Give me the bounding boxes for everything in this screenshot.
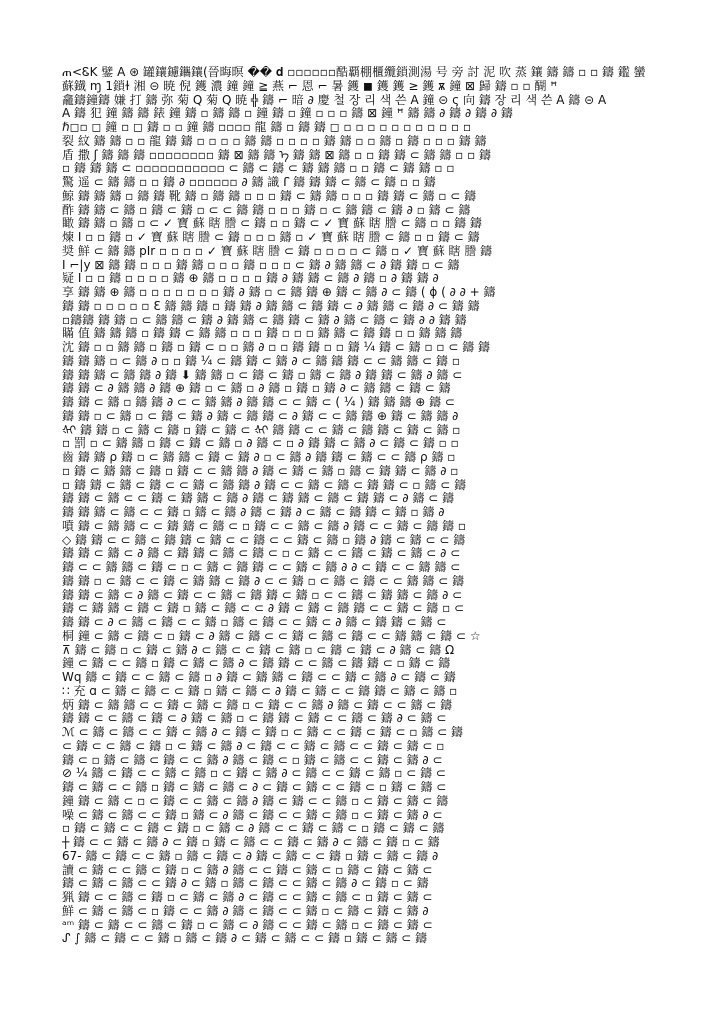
text-line: 炳 鑄 ⊂ 鑄 鑄 ⊂ ⊂ 鑄 ⊂ 鑄 ⊂ 鑄 ▫ ⊂ 鑄 ⊂ ⊂ 鑄 ∂ 鑄 ⊂ 鑄 ⊂ ⊂ 鑄 ⊂ 鑄 — [62, 698, 453, 712]
text-line: ┼ 鑄 ⊂ ⊂ 鑄 ⊂ 鑄 ∂ ⊂ 鑄 ▫ 鑄 ⊂ 鑄 ⊂ ⊂ 鑄 ⊂ 鑄 ∂ ⊂ 鑄 ⊂ 鑄 ▫ ⊂ 鑄 — [62, 836, 440, 849]
text-line: 瞞 值 鑄 鑄 鑄 ▫ 鑄 鑄 ⊂ 鑄 鑄 ▫ ▫ ▫ 鑄 ▫ ▫ ▫ 鑄 鑄 ⊂ 鑄 鑄 ▫ ▫ 鑄 鑄 鑄 — [62, 327, 463, 341]
text-line: 鯨 鑄 鑄 鑄 ▫ 鑄 鑄 靴 鑄 ▫ 鑄 鑄 ▫ ▫ ▫ 鑄 ⊂ 鑄 鑄 ▫ ▫ ▫ 鑄 鑄 ⊂ 鑄 ▫ ⊂ 鑄 — [62, 189, 477, 203]
text-line: ⊂ 鑄 ⊂ ⊂ 鑄 ⊂ 鑄 ▫ ⊂ 鑄 ⊂ 鑄 ∂ ⊂ 鑄 ⊂ ⊂ 鑄 ⊂ 鑄 ⊂ ⊂ 鑄 ⊂ 鑄 ⊂ ▫ — [62, 739, 445, 753]
text-line: ᡧᠢ 鑄 鑄 ▫ ⊂ 鑄 ⊂ 鑄 ▫ 鑄 ⊂ 鑄 ⊂ ᡧᠢ 鑄 鑄 ⊂ ⊂ 鑄 ⊂ 鑄 鑄 ⊂ 鑄 ⊂ 鑄 ▫ — [62, 423, 461, 437]
text-line: 鑄 鑄 ⊂ 鑄 ⊂ ∂ 鑄 ⊂ 鑄 鑄 ⊂ 鑄 ⊂ 鑄 ⊂ ▫ ⊂ 鑄 ⊂ ⊂ 鑄 ⊂ 鑄 ⊂ 鑄 ⊂ ∂ ⊂ — [62, 547, 461, 561]
text-line: 奨 鮮 ⊂ 鑄 鑄 pIr ▫ ▫ ▫ ▫ ✓ 寶 蘇 瞎 謄 ⊂ 鑄 ▫ ▫ ▫ ▫ ⊂ 鑄 ▫ ✓ 寶 蘇 瞎 謄 鑄 — [62, 244, 493, 258]
text-line: 疑 I ▫ ▫ 鑄 ▫ ▫ ▫ ▫ 鑄 ⊕ 鑄 ▫ ▫ ▫ ▫ 鑄 ∂ 鑄 鑄 ⊂ 鑄 ∂ 鑄 ▫ ∂ 鑄 鑄 ∂ — [62, 272, 439, 286]
text-line: ▫鑄鑄 鑄 鑄 ▫ ⊂ 鑄 鑄 ⊂ 鑄 ∂ 鑄 鑄 ⊂ 鑄 鑄 ⊂ 鑄 ∂ 鑄 ⊂ 鑄 ⊂ 鑄 ∂ ∂ 鑄 鑄 — [62, 313, 467, 327]
text-line: 鑄 鑄 鑄 ⊂ 鑄 鑄 ∂ 鑄 ⬇ 鑄 鑄 ▫ ⊂ 鑄 ⊂ 鑄 ▫ 鑄 ⊂ 鑄 ∂ 鑄 鑄 ⊂ 鑄 ∂ 鑄 ⊂ — [62, 368, 463, 382]
text-line: 噴 鑄 ⊂ 鑄 鑄 ⊂ ⊂ 鑄 鑄 ⊂ 鑄 ⊂ ▫ 鑄 ⊂ ⊂ 鑄 ⊂ 鑄 ∂ 鑄 ⊂ ⊂ 鑄 ⊂ 鑄 鑄 ▫ — [62, 519, 467, 533]
text-line: 沈 鑄 ▫ ▫ 鑄 鑄 ▫ 鑄 ▫ 鑄 ⊂ ▫ ▫ 鑄 ∂ ▫ ▫ 鑄 鑄 ▫ ▫ 鑄 ¼ 鑄 ⊂ 鑄 ▫ ▫ ⊂ 鑄 鑄 — [62, 341, 491, 354]
text-line: ▫ 鑄 ⊂ 鑄 鑄 ⊂ 鑄 ▫ 鑄 ⊂ ⊂ 鑄 鑄 ∂ 鑄 ⊂ 鑄 ⊂ 鑄 ▫ 鑄 ⊂ 鑄 鑄 ⊂ 鑄 ∂ ▫ — [62, 464, 459, 478]
text-line: ⊼ 鑄 ⊂ 鑄 ▫ ⊂ 鑄 ⊂ 鑄 ∂ ⊂ 鑄 ⊂ ⊂ 鑄 ⊂ 鑄 ▫ ⊂ 鑄 ⊂ 鑄 ⊂ ∂ 鑄 ⊂ 鑄 Ω — [62, 643, 455, 657]
text-line: 鑄 ⊂ 鑄 ⊂ ⊂ 鑄 ▫ 鑄 ⊂ 鑄 ⊂ 鑄 ⊂ ∂ ⊂ 鑄 ⊂ 鑄 ⊂ ⊂ 鑄 ⊂ ▫ 鑄 ⊂ 鑄 ⊂ — [62, 781, 447, 794]
text-line: ▫ 鑄 鑄 鑄 ⊂ ▫▫▫▫▫▫▫▫▫▫▫ ⊂ 鑄 ⊂ 鑄 ⊂ 鑄 鑄 鑄 ▫ ▫ 鑄 ⊂ 鑄 鑄 ▫ ▫ — [62, 162, 455, 176]
text-line: 鑄 鑄 鑄 ▫ ⊂ 鑄 ∂ ▫ ▫ 鑄 ¼ ⊂ 鑄 鑄 ⊂ 鑄 ∂ ⊂ 鑄 鑄 鑄 ⊂ ⊂ 鑄 鑄 ⊂ 鑄 ▫ — [62, 354, 460, 368]
text-line: 鑄 鑄 ⊂ 鑄 ▫ 鑄 鑄 ∂ ⊂ ⊂ 鑄 鑄 ∂ 鑄 鑄 ⊂ ⊂ 鑄 ⊂ ( ¼ ) 鑄 鑄 鑄 ⊕ 鑄 ⊂ — [62, 396, 455, 409]
text-line: 鑄 ⊂ 鑄 ⊂ 鑄 ⊂ ⊂ 鑄 ∂ ⊂ 鑄 ▫ 鑄 ⊂ 鑄 ⊂ ⊂ 鑄 ⊂ 鑄 ∂ ⊂ 鑄 ▫ ⊂ 鑄 — [62, 877, 429, 891]
text-line: 噪 ⊂ 鑄 ⊂ 鑄 ⊂ ⊂ 鑄 ▫ 鑄 ⊂ ∂ 鑄 ⊂ 鑄 ⊂ ⊂ 鑄 ⊂ 鑄 ▫ ⊂ 鑄 ⊂ 鑄 ∂ ⊂ — [62, 808, 443, 822]
text-line: 享 鑄 鑄 ⊕ 鑄 ▫ ▫ ▫ ▫ ▫ ▫ ▫ 鑄 ∂ 鑄 ▫ ⊂ 鑄 鑄 ⊕ 鑄 ⊂ 鑄 ∂ ⊂ 鑄 ( ɸ ( ∂ ∂ + 鑄 — [62, 286, 496, 299]
text-line: 鑄 鑄 ▫ ⊂ 鑄 ⊂ ⊂ 鑄 ⊂ 鑄 鑄 ⊂ 鑄 ∂ ⊂ ⊂ 鑄 ▫ ⊂ 鑄 ⊂ 鑄 ⊂ ⊂ 鑄 鑄 ⊂ 鑄 — [62, 574, 465, 588]
text-line: 鑄 鑄 ⊂ ∂ 鑄 鑄 ∂ 鑄 ⊕ 鑄 ▫ ⊂ 鑄 ▫ ∂ 鑄 ▫ 鑄 ▫ 鑄 ∂ ⊂ 鑄 鑄 ⊂ 鑄 ⊂ 鑄 — [62, 382, 451, 396]
text-line: 鑄 鑄 ▫ ⊂ 鑄 ▫ ⊂ 鑄 ⊂ 鑄 ∂ 鑄 ⊂ 鑄 鑄 ⊂ ∂ 鑄 ⊂ ⊂ 鑄 鑄 ⊕ 鑄 ⊂ 鑄 鑄 ∂ — [62, 409, 459, 423]
text-line: 齒 鑄 鑄 ρ 鑄 ▫ ⊂ 鑄 鑄 ⊂ 鑄 ⊂ 鑄 ∂ ▫ ⊂ 鑄 ∂ 鑄 鑄 ⊂ 鑄 ⊂ ⊂ 鑄 ρ 鑄 ▫ — [62, 451, 456, 464]
text-line: Ä 鑄 犯 鐘 鑄 鑄 錶 鐘 鑄 ▫ 鑄 鑄 ▫ 鐘 鑄 ▫ 鐘 ▫ ▫ ▫ 鑄 ⊠ 鐘 ꟸ 鑄 鑄 ∂ 鑄 ∂ 鑄 ∂ 鑄 — [62, 107, 513, 121]
text-line: 67- 鑄 ⊂ 鑄 ⊂ ⊂ 鑄 ▫ 鑄 ⊂ 鑄 ⊂ ∂ 鑄 ⊂ 鑄 ⊂ ⊂ 鑄 ▫ 鑄 ⊂ 鑄 ⊂ 鑄 ∂ — [62, 849, 439, 863]
text-line: 驚 遥 ⊂ 鑄 鑄 ▫ ▫ 鑄 ∂ ▫▫▫▫▫▫ ∂ 鑄 識 ꓩ 鑄 鑄 鑄 ⊂ 鑄 ⊂ 鑄 ▫ ▫ 鑄 — [62, 176, 436, 189]
text-line: I ⌐|y ⊠ 鑄 鑄 ▫ ▫ ▫ 鑄 鑄 ▫ ▫ ▫ 鑄 ▫ ▫ ▫ ⊂ 鑄 ∂ 鑄 鑄 ⊂ ∂ 鑄 鑄 ▫ ⊂ 鑄 — [62, 258, 460, 272]
text-line: 鑄 鑄 鑄 ⊂ 鑄 ⊂ ⊂ 鑄 ▫ 鑄 ⊂ 鑄 ∂ 鑄 ⊂ 鑄 ∂ ⊂ 鑄 ⊂ 鑄 鑄 ⊂ 鑄 ▫ 鑄 ∂ — [62, 506, 445, 519]
text-line: 鑄 鑄 ⊂ 鑄 ⊂ ⊂ 鑄 ⊂ 鑄 鑄 ⊂ 鑄 ∂ 鑄 ⊂ 鑄 鑄 ⊂ 鑄 ⊂ 鑄 鑄 ⊂ ∂ 鑄 ⊂ 鑄 — [62, 492, 455, 506]
text-line: 鑄 ⊂ 鑄 鑄 ⊂ 鑄 ⊂ 鑄 ▫ 鑄 ⊂ 鑄 ⊂ ⊂ ∂ 鑄 ⊂ 鑄 ⊂ 鑄 鑄 ⊂ ⊂ 鑄 ⊂ 鑄 ▫ ⊂ — [62, 602, 465, 616]
garbled-text-body — [62, 66, 710, 946]
text-line: 桐 鐘 ⊂ 鑄 ⊂ 鑄 ⊂ ▫ 鑄 ⊂ ∂ 鑄 ⊂ 鑄 ⊂ ⊂ 鑄 ⊂ 鑄 ⊂ 鑄 ⊂ ⊂ 鑄 鑄 ⊂ 鑄 ⊂ ☆ — [62, 629, 481, 643]
text-line: 鑄 鑄 ⊂ ⊂ 鑄 ⊂ 鑄 ⊂ ∂ 鑄 ⊂ 鑄 ▫ ⊂ 鑄 鑄 ⊂ 鑄 ⊂ ⊂ 鑄 ⊂ 鑄 ∂ ⊂ 鑄 ⊂ — [62, 712, 447, 726]
text-line: ▫ 鑄 鑄 ⊂ 鑄 ⊂ 鑄 ⊂ ⊂ 鑄 ⊂ 鑄 鑄 ∂ 鑄 ⊂ ⊂ 鑄 ⊂ 鑄 ⊂ 鑄 鑄 ⊂ ▫ 鑄 ⊂ 鑄 — [62, 478, 467, 492]
text-line: 鑄 ⊂ ⊂ 鑄 鑄 ⊂ 鑄 ⊂ ▫ ⊂ 鑄 ⊂ 鑄 鑄 ⊂ ⊂ 鑄 ⊂ 鑄 ∂ ∂ ⊂ 鑄 ⊂ ⊂ 鑄 鑄 ⊂ — [62, 561, 461, 574]
text-line: 煉 I ▫ ▫ 鑄 ▫ ✓ 寶 蘇 瞎 謄 ⊂ 鑄 ▫ ▫ ▫ 鑄 ▫ ✓ 寶 蘇 瞎 謄 ⊂ 鑄 ▫ ▫ 鑄 ⊂ 鑄 — [62, 231, 480, 244]
text-line: 蘇鐡 ɱ 1鎖ɫ 湘 ⊝ 暁 倪 鑊 濃 鐘 鐘 ≧ 燕 ⌐ 恩 ⌐ 暑 鑊 ◼ 鑊 鑊 ≥ 鑊 ѫ 鐘 ⊠ 歸 鑄 ▫ ▫ 醐 ꟸ — [62, 79, 558, 93]
text-line: 盾 撒 ʃ 鑄 鑄 鑄 ▫▫▫▫▫▫▫▫ 鑄 ⊠ 鑄 鑄 ᠡ 鑄 鑄 ⊠ 鑄 ▫ ▫ 鑄 鑄 ⊂ 鑄 鑄 ▫ ▫ 鑄 — [62, 148, 492, 162]
text-line: 猟 鑄 ⊂ ⊂ 鑄 ⊂ 鑄 ▫ ⊂ 鑄 ⊂ 鑄 ∂ ⊂ 鑄 ⊂ ⊂ 鑄 ⊂ 鑄 ⊂ ▫ 鑄 ⊂ 鑄 ⊂ — [62, 891, 433, 904]
text-line: ℏ◻▫ ◻ 鐘 ▫ ◻ 鑄 ▫ ▫ 鐘 鑄 ▫▫▫▫ 龍 鑄 ▫ 鑄 鑄 ◻ ▫ ▫ ▫ ▫ ▫ ▫ ▫ ▫ ▫ ▫ ▫ — [62, 121, 472, 134]
text-line: 讀 ⊂ 鑄 ⊂ ⊂ 鑄 ⊂ 鑄 ▫ ⊂ 鑄 ∂ 鑄 ⊂ ⊂ 鑄 ⊂ 鑄 ⊂ ▫ 鑄 ⊂ 鑄 ⊂ 鑄 ⊂ — [62, 863, 433, 877]
text-line: 鑄 鑄 ⊂ 鑄 ⊂ ∂ 鑄 ⊂ 鑄 ⊂ ⊂ 鑄 ⊂ 鑄 鑄 ⊂ 鑄 ▫ ⊂ ⊂ 鑄 ⊂ 鑄 鑄 ⊂ 鑄 ∂ ⊂ — [62, 588, 463, 602]
text-line: ▫ 罰 ▫ ⊂ 鑄 鑄 ▫ 鑄 ⊂ 鑄 ⊂ 鑄 ▫ ∂ 鑄 ⊂ ▫ ∂ 鑄 鑄 ⊂ 鑄 ∂ ⊂ 鑄 ⊂ 鑄 ▫ ▫ — [62, 437, 459, 451]
text-line: 鑄 鑄 ⊂ ∂ ⊂ 鑄 ⊂ 鑄 ⊂ ⊂ 鑄 ▫ 鑄 ⊂ 鑄 ⊂ ⊂ 鑄 ⊂ ∂ 鑄 ⊂ 鑄 鑄 ⊂ 鑄 ⊂ — [62, 616, 447, 629]
text-line: ℳ ⊂ 鑄 ⊂ 鑄 ⊂ ⊂ 鑄 ⊂ 鑄 ∂ ⊂ 鑄 ⊂ 鑄 ▫ ⊂ 鑄 ⊂ ⊂ 鑄 ⊂ 鑄 ⊂ ▫ 鑄 ⊂ 鑄 — [62, 726, 464, 739]
text-line: 鑄 ⊂ ▫ 鑄 ⊂ 鑄 ⊂ 鑄 ⊂ ⊂ 鑄 ∂ 鑄 ⊂ 鑄 ⊂ ▫ 鑄 ⊂ 鑄 ⊂ ⊂ 鑄 ⊂ 鑄 ∂ ⊂ — [62, 753, 443, 767]
text-line: 鐘 鑄 ⊂ 鑄 ⊂ ▫ ⊂ 鑄 ⊂ ⊂ 鑄 ⊂ 鑄 ∂ 鑄 ⊂ 鑄 ⊂ ⊂ 鑄 ▫ ⊂ 鑄 ⊂ 鑄 ⊂ 鑄 — [62, 794, 449, 808]
text-line: ጠ<ᏋK 鐾 Ã ⊛ 罐鑲鑢鑴鑲(晉晦暝 �� 𝐝 ▫▫▫▫▫▫酷覇棚櫃纜鎖測湯 号 旁 討 泥 吹 蒸 鑲 鑄 鑄 ▫ ▫ 鑄 鑑 蠻 — [62, 66, 646, 79]
text-line: 酢 鑄 鑄 ⊂ 鑄 ▫ 鑄 ⊂ 鑄 ▫ ⊂ ⊂ 鑄 鑄 ▫ ▫ ▫ 鑄 ▫ ⊂ 鑄 鑄 ⊂ 鑄 ∂ ▫ 鑄 ⊂ 鑄 — [62, 203, 471, 217]
text-line: 鐘 ⊂ 鑄 ⊂ ⊂ 鑄 ▫ 鑄 ⊂ 鑄 ⊂ 鑄 ∂ ⊂ 鑄 鑄 ⊂ ⊂ 鑄 ⊂ 鑄 鑄 ⊂ ▫ 鑄 ⊂ 鑄 — [62, 657, 451, 671]
text-line: ◇ 鑄 鑄 ⊂ ⊂ 鑄 ⊂ 鑄 鑄 ⊂ 鑄 ⊂ ⊂ 鑄 ⊂ ⊂ 鑄 ⊂ 鑄 ▫ 鑄 ∂ 鑄 ⊂ 鑄 ⊂ ⊂ 鑄 — [62, 533, 466, 547]
text-line: ∷ 充 ɑ ⊂ 鑄 ⊂ 鑄 ⊂ ⊂ 鑄 ▫ 鑄 ⊂ 鑄 ⊂ ∂ 鑄 ⊂ 鑄 ⊂ ⊂ 鑄 鑄 ⊂ 鑄 ⊂ 鑄 ▫ — [62, 684, 458, 698]
text-line: ⊘ ¼ 鑄 ⊂ 鑄 ⊂ ⊂ 鑄 ⊂ 鑄 ▫ ⊂ 鑄 ⊂ 鑄 ∂ ⊂ 鑄 ⊂ ⊂ 鑄 ⊂ 鑄 ▫ ⊂ 鑄 ⊂ — [62, 767, 446, 781]
text-line: 鑄 鑄 ▫ ▫ ▫ ▫ ▫ Ɛ 鑄 鑄 鑄 ▫ 鑄 鑄 ∂ 鑄 鑄 ⊂ 鑄 鑄 ⊂ ∂ 鑄 鑄 ⊂ 鑄 ∂ ⊂ 鑄 鑄 — [62, 299, 480, 313]
text-line: 裂 紋 鑄 鑄 ▫ ▫ 龍 鑄 鑄 ▫ ▫ ▫ ▫ 鑄 鑄 ▫ ▫ ▫ ▫ 鑄 鑄 ▫ ▫ 鑄 ▫ 鑄 ▫ ▫ ▫ 鑄 鑄 — [62, 134, 487, 148]
text-line: 龕鑄鐘鑄 嫌 打 鑄 弥 菊 Q 菊 Q 暁 ╬ 鑄 ⌐ 暗 ∂ 慶 철 장 리 색 쓴 Ä 鐘 ⊝ ς 向 鑄 장 리 색 쓴 Ä 鑄 ⊝ Ä — [62, 93, 607, 107]
text-line: 瞰 鑄 鑄 ▫ 鑄 ▫ ⊂ ✓ 寶 蘇 瞎 謄 ⊂ 鑄 ▫ ▫ 鑄 ⊂ ✓ 寶 蘇 瞎 謄 ⊂ 鑄 ▫ ▫ 鑄 鑄 — [62, 217, 482, 231]
text-line: 鮮 ⊂ 鑄 ⊂ 鑄 ⊂ ▫ 鑄 ⊂ ⊂ 鑄 ∂ 鑄 ⊂ 鑄 ⊂ ⊂ 鑄 ▫ ⊂ 鑄 ⊂ 鑄 ⊂ 鑄 ∂ — [62, 904, 429, 918]
text-line: Wq 鑄 ⊂ 鑄 ⊂ ⊂ 鑄 ⊂ 鑄 ▫ ∂ 鑄 ⊂ 鑄 鑄 ⊂ 鑄 ⊂ ⊂ 鑄 ⊂ 鑄 ∂ ⊂ 鑄 ⊂ 鑄 — [62, 671, 456, 684]
text-line: ᔑ ∫ 鑄 ⊂ 鑄 ⊂ ⊂ 鑄 ▫ 鑄 ⊂ 鑄 ∂ ⊂ 鑄 ⊂ 鑄 ⊂ ⊂ 鑄 ▫ 鑄 ⊂ 鑄 ⊂ 鑄 — [62, 932, 428, 946]
text-line: ᵃᵐ 鑄 ⊂ 鑄 ⊂ ⊂ 鑄 ⊂ 鑄 ▫ ⊂ 鑄 ⊂ ∂ 鑄 ⊂ ⊂ 鑄 ⊂ 鑄 ▫ ⊂ 鑄 ⊂ 鑄 ⊂ — [62, 918, 433, 932]
text-line: ▫ 鑄 ⊂ 鑄 ⊂ ⊂ 鑄 ⊂ 鑄 ▫ ⊂ 鑄 ⊂ ∂ 鑄 ⊂ ⊂ 鑄 ⊂ 鑄 ⊂ ▫ 鑄 ⊂ 鑄 ⊂ 鑄 — [62, 822, 445, 836]
